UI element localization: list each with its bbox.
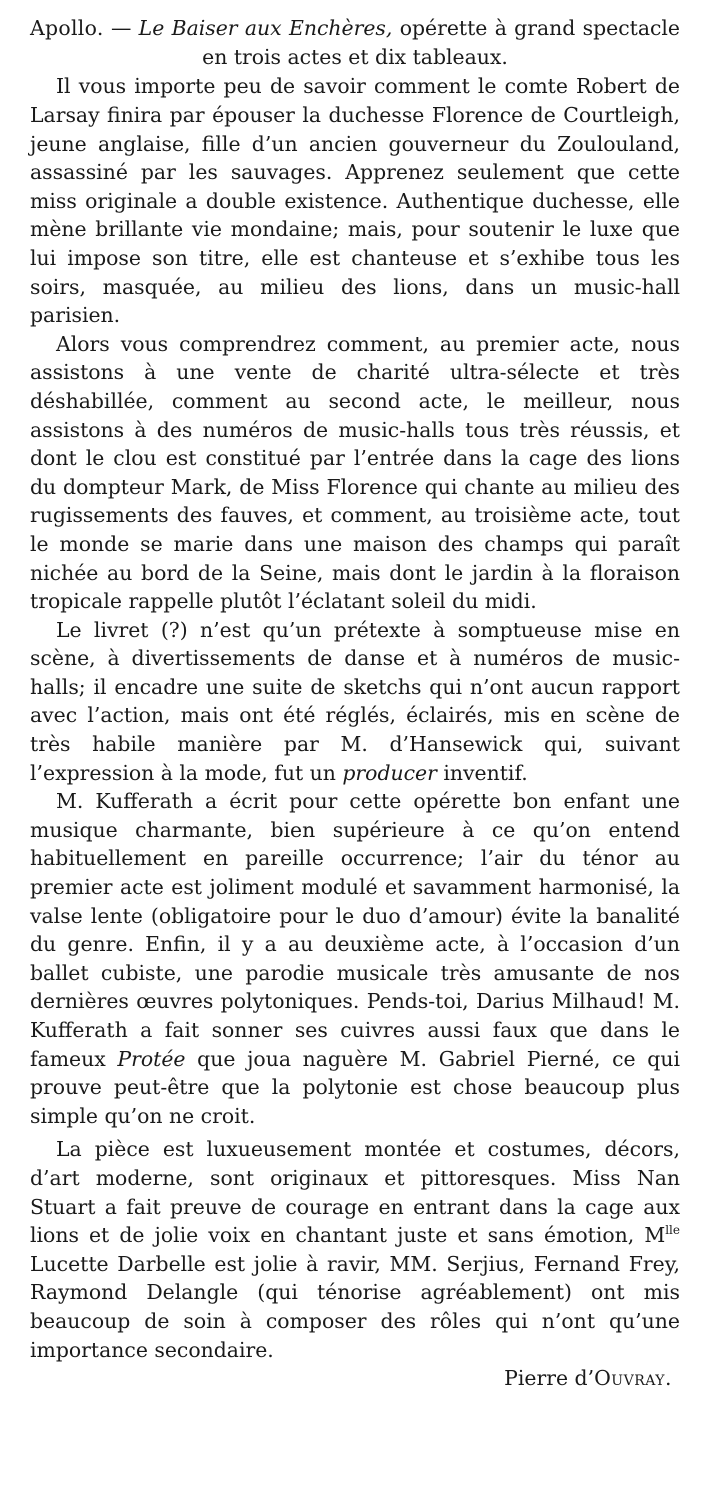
- music-text: M. Kufferath a écrit pour cette opérette bon enfant une musique charmante, bien supérieure à ce qu’on entend habituellement en pareille occurrence; l’air du ténor au premier acte est joliment modulé et savamment harmonisé, la valse lente (obligatoire pour le duo d’amour) évite la banalité du genre. Enfin, il y a au deuxième acte, à l’occasion d’un ballet cubiste, une parodie musicale très amusante de nos dernières œuvres polytoniques. Pends-toi, Darius Milhaud! M. Kufferath a fait sonner ses cuivres aussi faux que dans le fameux: [30, 789, 680, 1071]
- mademoiselle-superscript: lle: [665, 1223, 680, 1238]
- signature-surname: Ouvray.: [594, 1366, 672, 1391]
- review-heading: [30, 14, 680, 72]
- protee-title: Protée: [117, 1046, 186, 1071]
- paragraph-libretto: [30, 616, 680, 788]
- work-description: opérette à grand spectacle en trois actes et dix tableaux.: [202, 16, 681, 70]
- producer-term: producer: [342, 760, 437, 785]
- work-title: Le Baiser aux Enchères,: [138, 16, 393, 40]
- libretto-text: Le livret (?) n’est qu’un prétexte à somptueuse mise en scène, à divertissements de danse et à numéros de music-halls; il encadre une suite de sketchs qui n’ont aucun rapport avec l’action, mais ont été réglés, éclairés, mis en scène de très habile manière par M. d’Hansewick qui, suivant l’expression à la mode, fut un: [30, 617, 680, 785]
- signature-first: Pierre d’: [504, 1366, 595, 1391]
- libretto-text-end: inventif.: [436, 760, 528, 785]
- paragraph-music: [30, 787, 680, 1130]
- music-text-end: que joua naguère M. Gabriel Pierné, ce qui prouve peut-être que la polytonie est chose beaucoup plus simple qu’on ne croit.: [30, 1046, 680, 1128]
- cast-text: La pièce est luxueusement montée et costumes, décors, d’art moderne, sont originaux et pittoresques. Miss Nan Stuart a fait preuve de courage en entrant dans la cage aux lions et de jolie voix en chantant juste et sans émotion, M: [30, 1137, 680, 1248]
- venue-name: Apollo.: [30, 16, 104, 40]
- cast-text-end: Lucette Darbelle est jolie à ravir, MM. Serjius, Fernand Frey, Raymond Delangle (qui ténorise agréablement) ont mis beaucoup de soin à composer des rôles qui n’ont qu’une importance secondaire.: [30, 1251, 680, 1362]
- author-signature: [30, 1364, 680, 1393]
- heading-dash: —: [110, 16, 132, 40]
- paragraph-acts: Alors vous comprendrez comment, au premier acte, nous assistons à une vente de charité ultra-sélecte et très déshabillée, comment au second acte, le meilleur, nous assistons à des numéros de music-halls tous très réussis, et dont le clou est constitué par l’entrée dans la cage des lions du dompteur Mark, de Miss Florence qui chante au milieu des rugissements des fauves, et comment, au troisième acte, tout le monde se marie dans une maison des champs qui paraît nichée au bord de la Seine, mais dont le jardin à la floraison tropicale rappelle plutôt l’éclatant soleil du midi.: [30, 331, 680, 614]
- paragraph-cast: [30, 1135, 680, 1364]
- review-article: [30, 14, 680, 1393]
- paragraph-plot: Il vous importe peu de savoir comment le comte Robert de Larsay finira par épouser la duchesse Florence de Courtleigh, jeune anglaise, fille d’un ancien gouverneur du Zoulouland, assassiné par les sauvages. Apprenez seulement que cette miss originale a double existence. Authentique duchesse, elle mène brillante vie mondaine; mais, pour soutenir le luxe que lui impose son titre, elle est chanteuse et s’exhibe tous les soirs, masquée, au milieu des lions, dans un music-hall parisien.: [30, 74, 680, 328]
